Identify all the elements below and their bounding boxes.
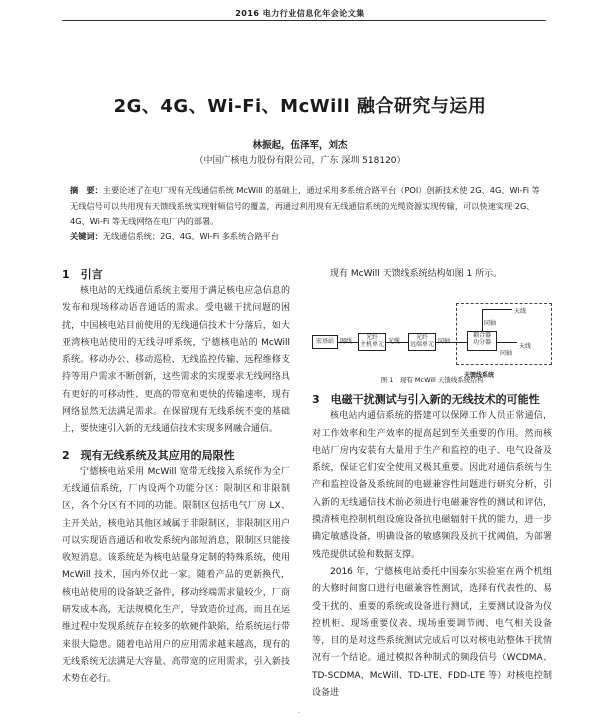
section-1-paragraph: 核电站的无线通信系统主要用于满足核电应急信息的发布和现场移动语音通话的需求。受电磁干扰问题的困扰，中国核电站目前使用的无线通信技术十分落后，如大亚湾核电站使用的无线寻呼系统，宁德核电站的 McWill 系统。移动办公、移动巡检、无线监控传输、远程维修支持等用户需求不断创新，这些需求的实现要求无线网络具有更好的可移动性、更高的带宽和更快的传输速率，现有网络显然无法满足需求。在保留现有无线系统不变的基础上，要快速引入新的无线通信技术实现多网融合通信。 — [62, 286, 290, 435]
main-unit-line2: 主机单元 — [359, 341, 384, 349]
section-3-paragraph-2: 2016 年，宁德核电站委托中国泰尔实验室在两个机组的大修时间窗口进行电磁兼容性测试，选择有代表性的、易受干扰的、重要的系统或设备进行测试，主要测试设备为仪控机柜、现场重要仪表、现场重要调节阀、电气相关设备等，目的是对这些系统测试完成后可以对核电站整体干扰情况有一个结论。通过模拟各种制式的频段信号（WCDMA、TD-SCDMA、McWill、TD-LTE、FDD-LTE 等）对核电控制设备进 — [312, 566, 552, 699]
header-rule — [62, 20, 546, 21]
link-line — [456, 342, 467, 343]
splitter-line1: 耦合器 — [472, 332, 491, 340]
link-line — [497, 342, 517, 343]
paper-affiliation: （中国广核电力股份有限公司，广东 深圳 518120） — [194, 156, 406, 166]
abstract-label: 摘 要： — [70, 185, 103, 195]
main-unit-line1: 光纤 — [365, 334, 378, 342]
keywords-label: 关键词： — [70, 231, 103, 241]
section-2-heading: 2 现有无线系统及其应用的局限性 — [62, 448, 235, 462]
remote-unit-line2: 远端单元 — [409, 341, 434, 349]
page-marker: · — [298, 710, 300, 717]
link-line — [482, 309, 512, 310]
keywords — [70, 231, 540, 242]
right-column — [312, 266, 552, 702]
figure-1-caption: 图 1 现有 McWill 天馈线系统结构 — [380, 376, 484, 385]
feeder-label: 同轴 — [438, 338, 451, 346]
main-unit-box — [358, 333, 386, 351]
antenna-top-label: 天线 — [514, 308, 527, 316]
running-header: 2016 电力行业信息化年会论文集 — [235, 9, 365, 18]
section-3-heading: 3 电磁干扰测试与引入新的无线技术的可能性 — [312, 393, 540, 407]
remote-unit-box — [408, 333, 436, 351]
coax-bottom-label: 同轴 — [500, 350, 513, 358]
abstract — [70, 183, 540, 230]
paper-authors: 林振起，伍泽军，刘杰 — [252, 140, 348, 151]
left-column — [62, 266, 290, 689]
remote-unit-line1: 光纤 — [415, 334, 428, 342]
section-1-heading: 1 引言 — [62, 268, 103, 281]
coax-top-label: 同轴 — [484, 320, 497, 328]
abstract-text: 主要论述了在电厂现有无线通信系统 McWill 的基础上，通过采用多系统合路平台（POI）创新技术使 2G、4G、Wi-Fi 等无线信号可以共用现有天馈线系统实现射频信号的覆盖，再通过利用现有无线通信系统的光缆资源实现传输，可以快速实现 2G、4G、Wi-Fi 等无线网络在电厂内的部署。 — [70, 185, 540, 226]
splitter-line2: 功分器 — [472, 339, 491, 347]
antenna-system-label: 天馈线系统 — [464, 372, 495, 380]
cable-label: 网线 — [340, 338, 353, 346]
section-2-paragraph: 宁德核电站采用 McWill 宽带无线接入系统作为全厂无线通信系统，厂内设两个功能分区：限制区和非限制区，各个分区有不同的功能。限制区包括电气厂房 LX、主开关站，核电站其他区域属于非限制区，非限制区用户可以实现语音通话和收发系统内部短消息，限制区只能接收短消息。该系统是为核电站量身定制的特殊系统，使用 McWill 技术，国内外仅此一家。随着产品的更新换代，核电站使用的设备缺乏备件，移动终端需求量较少，厂商研发成本高，无法规模化生产，导致造价过高，而且在运维过程中发现系统存在较多的软硬件缺陷，给系统运行带来很大隐患。随着电站用户的应用需求越来越高，现有的无线系统无法满足大容量、高带宽的应用需求，引入新技术势在必行。 — [62, 466, 290, 685]
optical-cable-label: 光缆 — [388, 338, 401, 346]
base-station-box: 宏基站 — [312, 335, 338, 349]
splitter-box — [467, 331, 497, 351]
section-3-paragraph-1: 核电站内通信系统的搭建可以保障工作人员正常通信，对工作效率和生产效率的提高起到至关重要的作用。然而核电站厂房内安装有大量用于生产和监控的电子、电气设备及系统，保证它们安全使用又极其重要。因此对通信系统与生产和监控设备及系统间的电磁兼容性问题进行研究分析，引入新的无线通信技术前必须进行电磁兼容性的测试和评估，摸清核电控制机组设施设备抗电磁辐射干扰的能力，进一步确定敏感设备，明确设备的敏感频段及抗干扰阈值，为部署残范提供试验和数据支撑。 — [312, 411, 552, 560]
antenna-bottom-label: 天线 — [519, 343, 532, 351]
figure-intro: 现有 McWill 天馈线系统结构如图 1 所示。 — [330, 269, 503, 279]
figure-1-diagram — [312, 285, 552, 380]
link-line — [482, 309, 483, 331]
paper-title: 2G、4G、Wi-Fi、McWill 融合研究与运用 — [113, 96, 487, 117]
keywords-text: 无线通信系统；2G、4G、Wi-Fi 多系统合路平台 — [102, 231, 280, 241]
